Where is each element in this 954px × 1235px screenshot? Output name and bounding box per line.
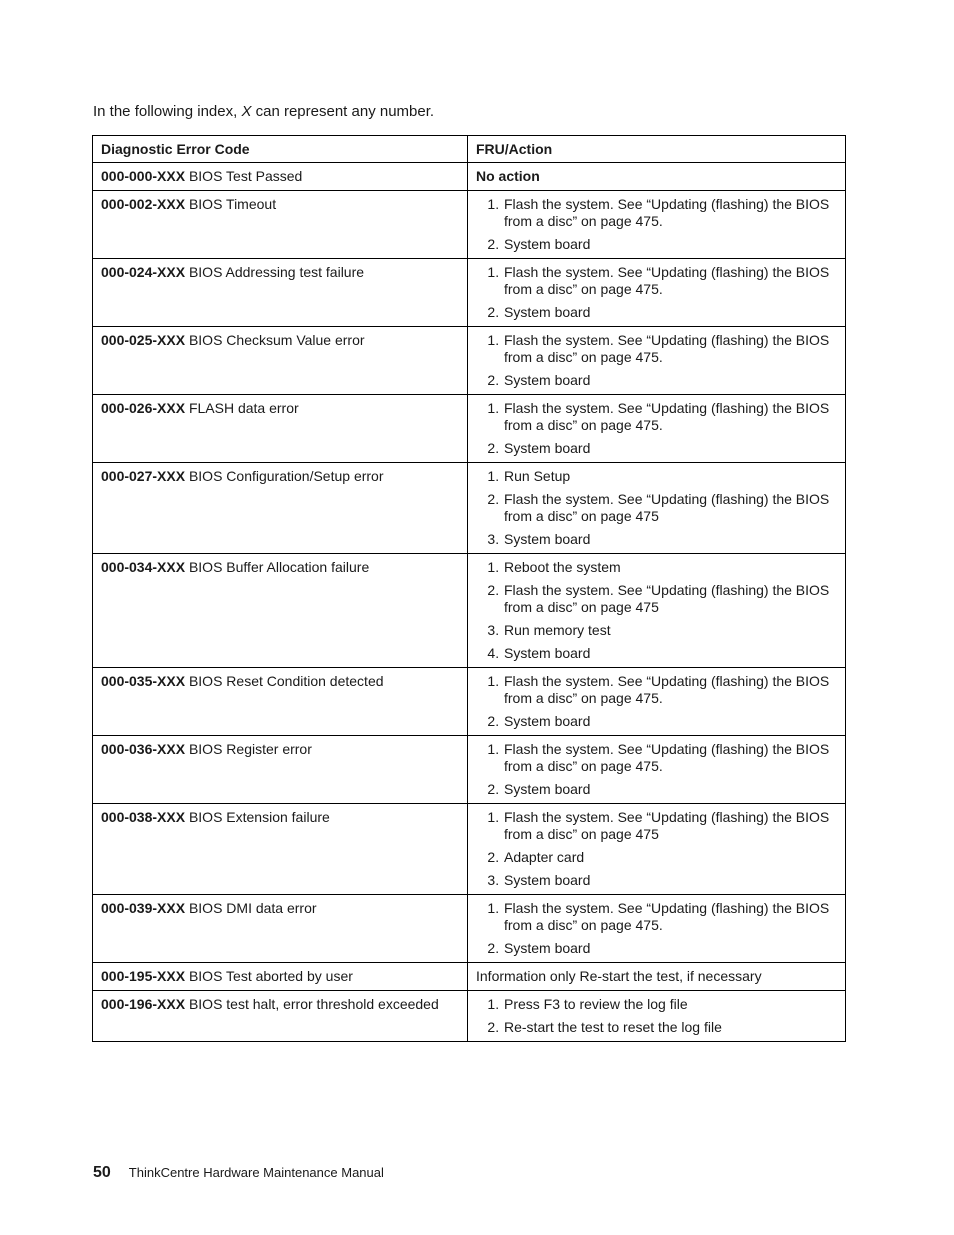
action-step: 1. Flash the system. See “Updating (flashing) the BIOS from a disc” on page 475. xyxy=(503,400,837,434)
action-step: 1. Flash the system. See “Updating (flashing) the BIOS from a disc” on page 475. xyxy=(503,332,837,366)
action-step: 2. Flash the system. See “Updating (flashing) the BIOS from a disc” on page 475 xyxy=(503,491,837,525)
fru-action-cell xyxy=(468,259,846,327)
manual-title: ThinkCentre Hardware Maintenance Manual xyxy=(128,1165,384,1180)
action-step: 2. System board xyxy=(503,304,837,321)
table-row xyxy=(93,463,846,554)
action-steps-list xyxy=(476,196,837,253)
action-step: 1. Flash the system. See “Updating (flashing) the BIOS from a disc” on page 475. xyxy=(503,900,837,934)
table-row xyxy=(93,395,846,463)
action-steps-list xyxy=(476,468,837,548)
action-step: 1. Flash the system. See “Updating (flashing) the BIOS from a disc” on page 475. xyxy=(503,196,837,230)
error-code: 000-195-XXX xyxy=(101,968,186,984)
action-text: No action xyxy=(476,168,540,184)
fru-action-cell xyxy=(468,668,846,736)
action-step: 1. Flash the system. See “Updating (flashing) the BIOS from a disc” on page 475. xyxy=(503,264,837,298)
error-code-cell xyxy=(93,554,468,668)
action-step: 1. Run Setup xyxy=(503,468,837,485)
action-step: 2. System board xyxy=(503,236,837,253)
error-description: BIOS Test aborted by user xyxy=(185,968,353,984)
error-code-cell xyxy=(93,804,468,895)
action-step: 1. Flash the system. See “Updating (flashing) the BIOS from a disc” on page 475 xyxy=(503,809,837,843)
table-row xyxy=(93,895,846,963)
fru-action-cell xyxy=(468,163,846,191)
action-step: 3. Run memory test xyxy=(503,622,837,639)
action-step: 2. System board xyxy=(503,440,837,457)
action-steps-list xyxy=(476,264,837,321)
error-code: 000-024-XXX xyxy=(101,264,186,280)
action-steps-list xyxy=(476,900,837,957)
error-description: BIOS DMI data error xyxy=(185,900,317,916)
error-description: BIOS Addressing test failure xyxy=(185,264,365,280)
header-fru-action: FRU/Action xyxy=(468,136,846,163)
table-row xyxy=(93,554,846,668)
action-step: 2. System board xyxy=(503,713,837,730)
action-steps-list xyxy=(476,559,837,662)
action-step: 2. Re-start the test to reset the log file xyxy=(503,1019,837,1036)
table-row xyxy=(93,736,846,804)
error-code: 000-038-XXX xyxy=(101,809,186,825)
table-row xyxy=(93,991,846,1042)
action-step: 1. Press F3 to review the log file xyxy=(503,996,837,1013)
action-steps-list xyxy=(476,400,837,457)
intro-suffix: can represent any number. xyxy=(251,103,435,120)
error-code-cell xyxy=(93,991,468,1042)
error-code-cell xyxy=(93,327,468,395)
error-code: 000-002-XXX xyxy=(101,196,186,212)
action-steps-list xyxy=(476,741,837,798)
error-code: 000-196-XXX xyxy=(101,996,186,1012)
error-code: 000-025-XXX xyxy=(101,332,186,348)
error-code: 000-036-XXX xyxy=(101,741,186,757)
table-body xyxy=(93,163,846,1042)
action-text: Information only Re-start the test, if necessary xyxy=(476,968,762,984)
error-description: BIOS Register error xyxy=(185,741,312,757)
table-row xyxy=(93,191,846,259)
action-step: 2. System board xyxy=(503,940,837,957)
fru-action-cell xyxy=(468,963,846,991)
fru-action-cell xyxy=(468,395,846,463)
error-code: 000-034-XXX xyxy=(101,559,186,575)
action-step: 2. Flash the system. See “Updating (flashing) the BIOS from a disc” on page 475 xyxy=(503,582,837,616)
page-number: 50 xyxy=(93,1164,111,1181)
error-code-cell xyxy=(93,463,468,554)
error-code-cell xyxy=(93,395,468,463)
error-code-cell xyxy=(93,668,468,736)
header-diagnostic-error-code: Diagnostic Error Code xyxy=(93,136,468,163)
fru-action-cell xyxy=(468,991,846,1042)
error-description: BIOS Reset Condition detected xyxy=(185,673,384,689)
action-step: 1. Flash the system. See “Updating (flashing) the BIOS from a disc” on page 475. xyxy=(503,673,837,707)
error-description: BIOS Checksum Value error xyxy=(185,332,365,348)
action-step: 2. System board xyxy=(503,781,837,798)
fru-action-cell xyxy=(468,804,846,895)
action-step: 1. Reboot the system xyxy=(503,559,837,576)
error-code: 000-026-XXX xyxy=(101,400,186,416)
error-code-cell xyxy=(93,163,468,191)
action-step: 3. System board xyxy=(503,531,837,548)
table-row xyxy=(93,963,846,991)
action-step: 1. Flash the system. See “Updating (flashing) the BIOS from a disc” on page 475. xyxy=(503,741,837,775)
action-step: 4. System board xyxy=(503,645,837,662)
error-description: BIOS Buffer Allocation failure xyxy=(185,559,370,575)
page-footer xyxy=(93,1164,384,1186)
table-row xyxy=(93,259,846,327)
error-code-cell xyxy=(93,963,468,991)
error-description: BIOS Timeout xyxy=(185,196,277,212)
error-code: 000-035-XXX xyxy=(101,673,186,689)
intro-paragraph xyxy=(93,102,853,122)
table-row xyxy=(93,804,846,895)
table-row xyxy=(93,163,846,191)
fru-action-cell xyxy=(468,895,846,963)
fru-action-cell xyxy=(468,736,846,804)
action-steps-list xyxy=(476,673,837,730)
table-row xyxy=(93,668,846,736)
error-code: 000-000-XXX xyxy=(101,168,186,184)
table-row xyxy=(93,327,846,395)
error-description: BIOS Test Passed xyxy=(185,168,303,184)
action-steps-list xyxy=(476,332,837,389)
error-description: FLASH data error xyxy=(185,400,299,416)
fru-action-cell xyxy=(468,554,846,668)
intro-prefix: In the following index, xyxy=(93,103,242,120)
table-header-row xyxy=(93,136,846,163)
error-code-cell xyxy=(93,259,468,327)
error-code-cell xyxy=(93,895,468,963)
action-step: 2. System board xyxy=(503,372,837,389)
fru-action-cell xyxy=(468,327,846,395)
error-description: BIOS Extension failure xyxy=(185,809,330,825)
action-step: 3. System board xyxy=(503,872,837,889)
error-code-cell xyxy=(93,191,468,259)
action-steps-list xyxy=(476,809,837,889)
action-steps-list xyxy=(476,996,837,1036)
error-code: 000-027-XXX xyxy=(101,468,186,484)
error-code: 000-039-XXX xyxy=(101,900,186,916)
diagnostic-error-code-table xyxy=(92,135,846,1042)
error-description: BIOS test halt, error threshold exceeded xyxy=(185,996,439,1012)
intro-variable: X xyxy=(241,103,252,120)
error-description: BIOS Configuration/Setup error xyxy=(185,468,384,484)
fru-action-cell xyxy=(468,463,846,554)
error-code-cell xyxy=(93,736,468,804)
fru-action-cell xyxy=(468,191,846,259)
action-step: 2. Adapter card xyxy=(503,849,837,866)
